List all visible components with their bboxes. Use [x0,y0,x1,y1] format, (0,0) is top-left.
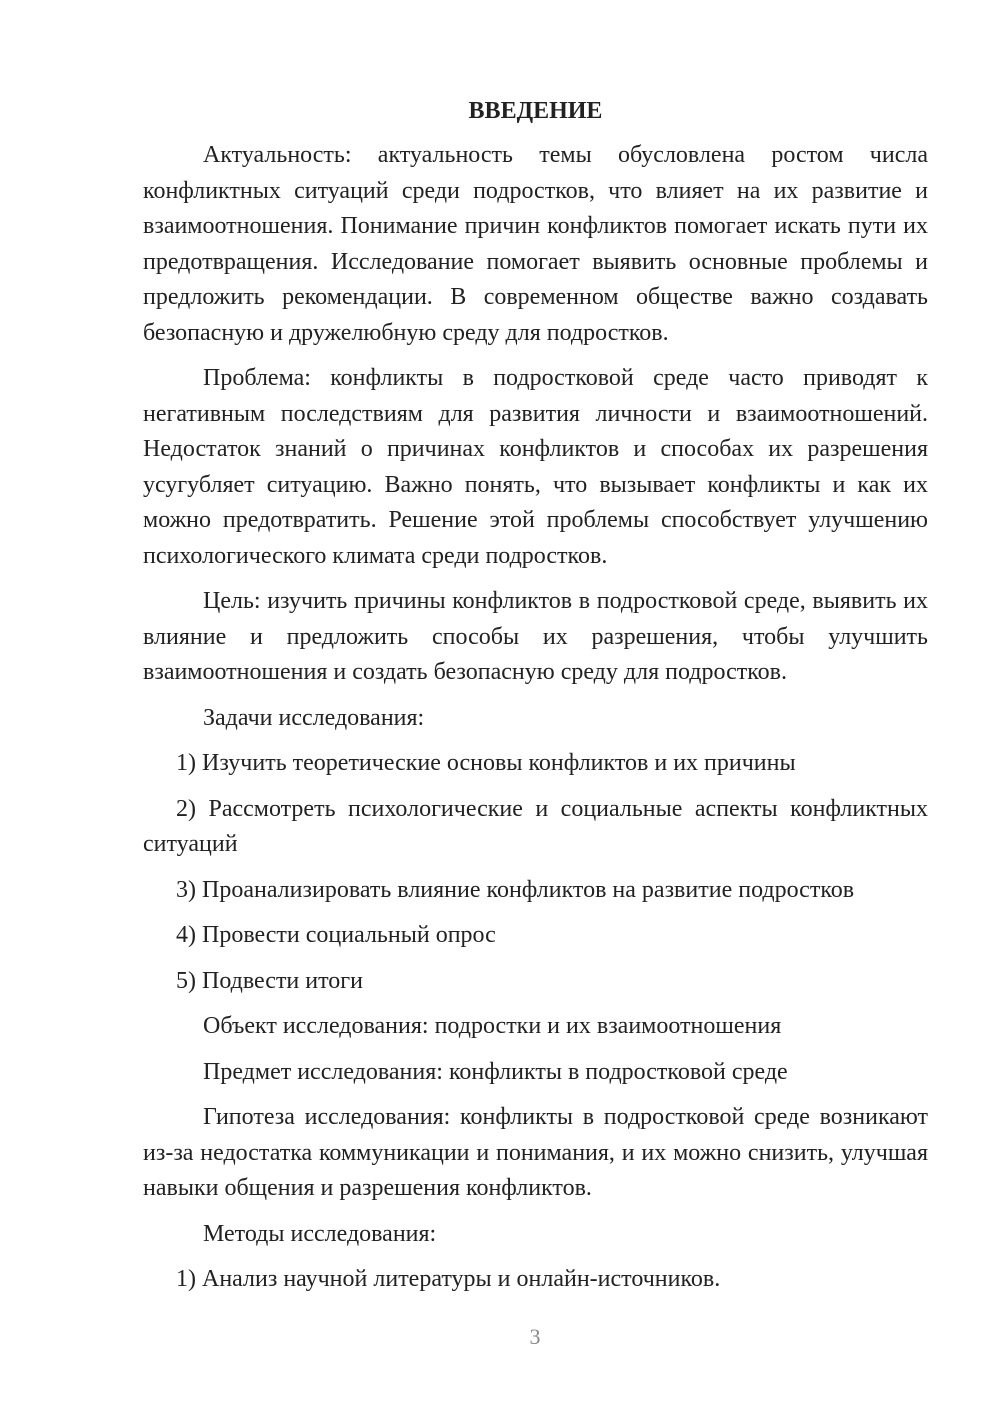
object-paragraph: Объект исследования: подростки и их взаимоотношения [203,1013,782,1039]
page-number: 3 [529,1324,541,1349]
page-title: ВВЕДЕНИЕ [468,98,603,124]
task-item-5: 5) Подвести итоги [176,967,363,994]
task-item-3: 3) Проанализировать влияние конфликтов на развитие подростков [176,876,855,903]
method-item-1: 1) Анализ научной литературы и онлайн-источников. [176,1266,721,1292]
task-item-4: 4) Провести социальный опрос [176,922,496,948]
page-body [143,94,928,1298]
goal-paragraph: Цель: изучить причины конфликтов в подростковой среде, выявить их влияние и предложить способы их разрешения, чтобы улучшить взаимоотношения и создать безопасную среду для подростков. [143,588,928,685]
tasks-heading: Задачи исследования: [203,704,425,731]
methods-heading: Методы исследования: [203,1220,437,1247]
hypothesis-paragraph: Гипотеза исследования: конфликты в подростковой среде возникают из-за недостатка коммуникации и понимания, и их можно снизить, улучшая навыки общения и разрешения конфликтов. [143,1104,928,1201]
task-item-1: 1) Изучить теоретические основы конфликтов и их причины [176,750,796,776]
task-item-2: 2) Рассмотреть психологические и социальные аспекты конфликтных ситуаций [143,795,928,857]
subject-paragraph: Предмет исследования: конфликты в подростковой среде [203,1058,788,1085]
relevance-paragraph: Актуальность: актуальность темы обусловлена ростом числа конфликтных ситуаций среди подростков, что влияет на их развитие и взаимоотношения. Понимание причин конфликтов помогает искать пути их предотвращения. Исследование помогает выявить основные проблемы и предложить рекомендации. В современном обществе важно создавать безопасную и дружелюбную среду для подростков. [143,142,928,346]
problem-paragraph: Проблема: конфликты в подростковой среде часто приводят к негативным последствиям для развития личности и взаимоотношений. Недостаток знаний о причинах конфликтов и способах их разрешения усугубляет ситуацию. Важно понять, что вызывает конфликты и как их можно предотвратить. Решение этой проблемы способствует улучшению психологического климата среди подростков. [143,365,928,569]
